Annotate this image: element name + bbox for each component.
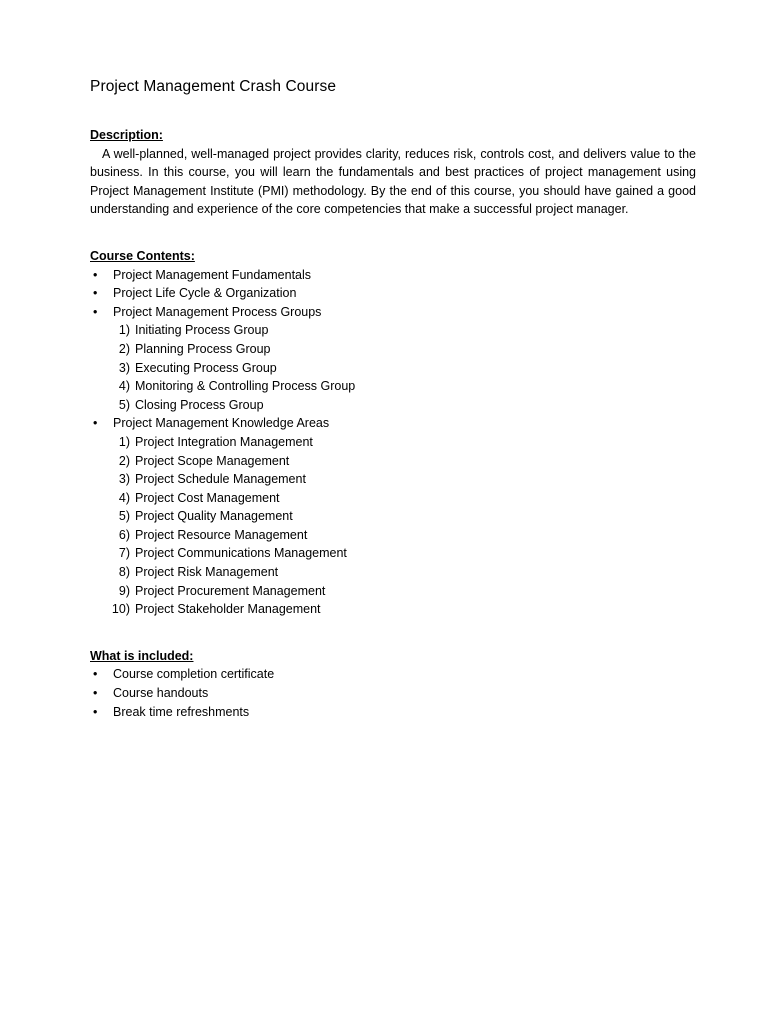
item-number: 10) [111, 602, 130, 617]
item-label: Project Schedule Management [135, 472, 306, 487]
item-number: 3) [118, 472, 130, 487]
item-label: Project Scope Management [135, 453, 290, 468]
numbered-item [90, 359, 696, 378]
item-number: 1) [118, 434, 130, 449]
item-number: 2) [118, 453, 130, 468]
numbered-item [90, 489, 696, 508]
numbered-item [90, 507, 696, 526]
document-title: Project Management Crash Course [90, 78, 337, 95]
list-item-label: Project Management Process Groups [113, 304, 322, 319]
numbered-item [90, 526, 696, 545]
item-label: Planning Process Group [135, 341, 271, 356]
document-page [90, 76, 696, 721]
numbered-item [90, 340, 696, 359]
list-item [90, 665, 696, 684]
list-item-label: Course completion certificate [113, 667, 275, 682]
item-number: 5) [118, 509, 130, 524]
item-label: Initiating Process Group [135, 323, 269, 338]
numbered-item [90, 544, 696, 563]
item-number: 5) [118, 397, 130, 412]
list-item [90, 684, 696, 703]
list-item-label: Project Life Cycle & Organization [113, 286, 297, 301]
item-label: Executing Process Group [135, 360, 277, 375]
knowledge-areas-list [90, 433, 696, 619]
item-number: 2) [118, 341, 130, 356]
item-number: 8) [118, 565, 130, 580]
item-number: 6) [118, 527, 130, 542]
list-item [90, 284, 696, 303]
numbered-item [90, 600, 696, 619]
item-number: 4) [118, 490, 130, 505]
item-label: Project Communications Management [135, 546, 347, 561]
item-label: Project Integration Management [135, 434, 313, 449]
numbered-item [90, 452, 696, 471]
included-list [90, 665, 696, 721]
item-number: 9) [118, 583, 130, 598]
item-number: 3) [118, 360, 130, 375]
numbered-item [90, 470, 696, 489]
course-contents-list-continued [90, 414, 696, 433]
description-text: A well-planned, well-managed project provides clarity, reduces risk, controls cost, and delivers value to the business. In this course, you will learn the fundamentals and best practices of project management using Project Management Institute (PMI) methodology. By the end of this course, you should have gained a good understanding and experience of the core competencies that make a successful project manager. [90, 146, 696, 217]
item-label: Project Cost Management [135, 490, 280, 505]
list-item-label: Project Management Knowledge Areas [113, 416, 330, 431]
item-label: Project Risk Management [135, 565, 279, 580]
list-item [90, 414, 696, 433]
description-heading: Description: [90, 128, 163, 142]
item-label: Project Procurement Management [135, 583, 326, 598]
item-number: 4) [118, 379, 130, 394]
course-contents-list [90, 266, 696, 322]
item-label: Monitoring & Controlling Process Group [135, 379, 356, 394]
item-label: Project Resource Management [135, 527, 308, 542]
numbered-item [90, 563, 696, 582]
list-item-label: Course handouts [113, 686, 209, 701]
course-contents-heading: Course Contents: [90, 248, 195, 263]
numbered-item [90, 396, 696, 415]
list-item-label: Break time refreshments [113, 704, 250, 719]
item-number: 1) [118, 323, 130, 338]
item-label: Closing Process Group [135, 397, 264, 412]
numbered-item [90, 433, 696, 452]
list-item-label: Project Management Fundamentals [113, 267, 312, 282]
list-item [90, 703, 696, 722]
numbered-item [90, 377, 696, 396]
item-label: Project Quality Management [135, 509, 293, 524]
item-label: Project Stakeholder Management [135, 602, 321, 617]
item-number: 7) [118, 546, 130, 561]
included-heading: What is included: [90, 648, 194, 663]
list-item [90, 303, 696, 322]
numbered-item [90, 582, 696, 601]
numbered-item [90, 321, 696, 340]
process-groups-list [90, 321, 696, 414]
list-item [90, 266, 696, 285]
